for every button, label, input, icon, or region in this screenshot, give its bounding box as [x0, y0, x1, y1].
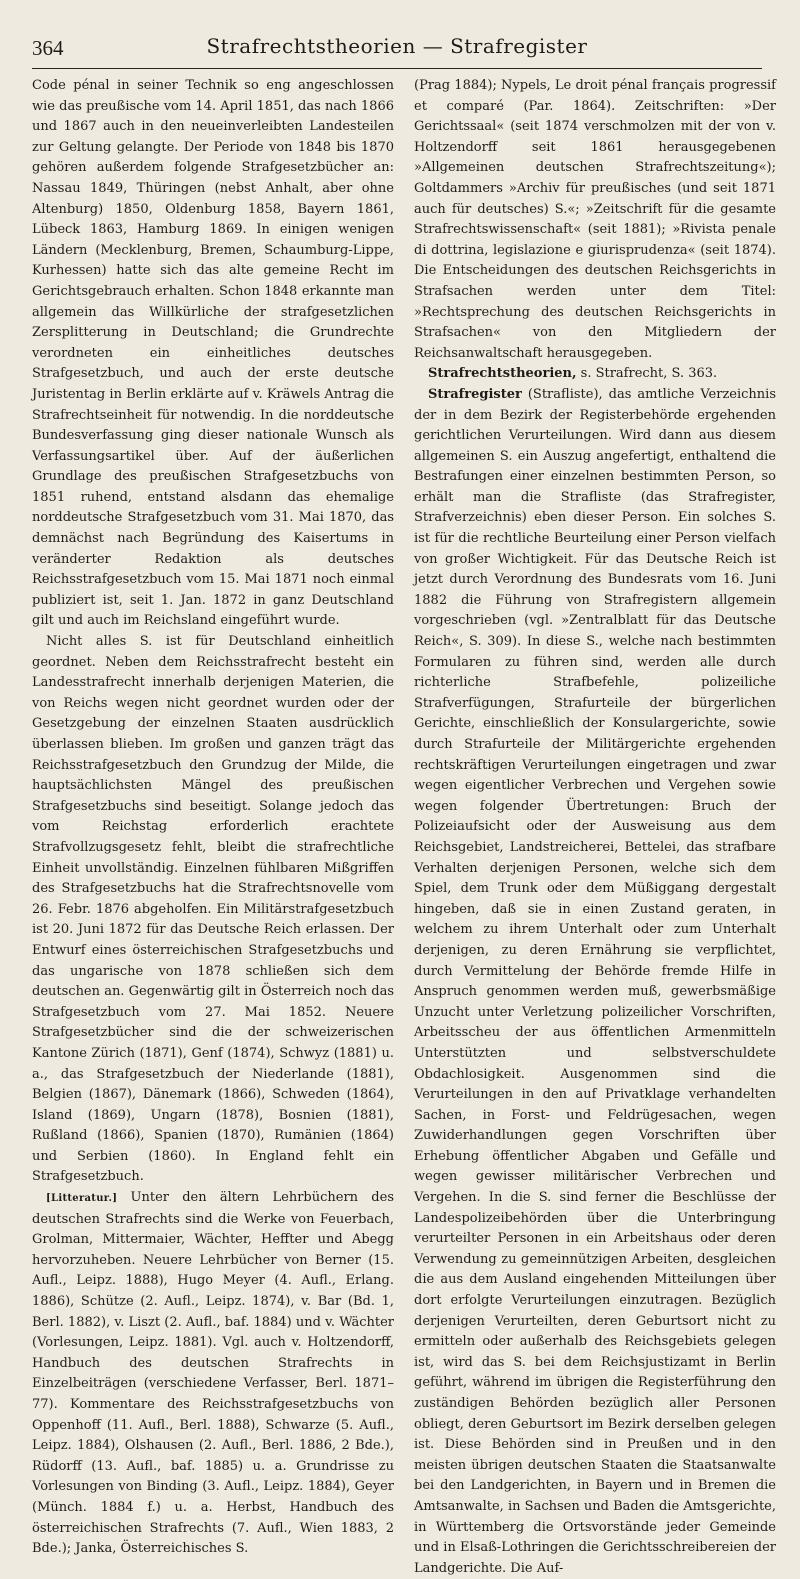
headword-strafrechtstheorien: Strafrechtstheorien, [428, 366, 577, 382]
entry-strafrechtstheorien-text: s. Strafrecht, S. 363. [576, 366, 718, 382]
running-head: Strafrechtstheorien — Strafregister [206, 34, 588, 58]
litteratur-text: Unter den ältern Lehrbüchern des deutschen Strafrechts sind die Werke von Feuerbach, Grolman, Mittermaier, Wächter, Heffter und Abegg hervorzuheben. Neuere Lehrbücher von Berner (15. Aufl., Leipz. 1888), Hugo Meyer (4. Aufl., Erlang. 1886), Schütze (2. Aufl., Leipz. 1874), v. Bar (Bd. 1, Berl. 1882), v. Liszt (2. Aufl., baf. 1884) und v. Wächter (Vorlesungen, Leipz. 1881). Vgl. auch v. Holtzendorff, Handbuch des deutschen Strafrechts in Einzelbeiträgen (verschiedene Verfasser, Berl. 1871–77). Kommentare des Reichsstrafgesetzbuchs von Oppenhoff (11. Aufl., Berl. 1888), Schwarze (5. Aufl., Leipz. 1884), Olshausen (2. Aufl., Berl. 1886, 2 Bde.), Rüdorff (13. Aufl., baf. 1885) u. a. Grundrisse zu Vorlesungen von Binding (3. Aufl., Leipz. 1884), Geyer (Münch. 1884 f.) u. a. Herbst, Handbuch des österreichischen Strafrechts (7. Aufl., Wien 1883, 2 Bde.); Janka, Österreichisches S. [32, 1190, 394, 1557]
page-header [32, 28, 762, 68]
entry-strafregister [414, 385, 776, 1579]
text-columns [32, 76, 776, 1576]
headword-strafregister: Strafregister [428, 386, 522, 402]
left-column [32, 76, 394, 1557]
paragraph-litteratur [32, 1188, 394, 1560]
litteratur-marker: [Litteratur.] [46, 1193, 118, 1205]
entry-strafrechtstheorien [414, 364, 776, 385]
right-column [414, 76, 776, 1576]
entry-strafregister-text: (Strafliste), das amtliche Verzeichnis der in dem Bezirk der Registerbehörde ergehenden gerichtlichen Verurteilungen. Wird dann aus diesem allgemeinen S. ein Auszug angefertigt, enthaltend die Bestrafungen einer einzelnen bestimmten Person, so erhält man die Strafliste (das Strafregister, Strafverzeichnis) eben dieser Person. Ein solches S. ist für die rechtliche Beurteilung einer Person vielfach von großer Wichtigkeit. Für das Deutsche Reich ist jetzt durch Verordnung des Bundesrats vom 16. Juni 1882 die Führung von Strafregistern allgemein vorgeschrieben (vgl. »Zentralblatt für das Deutsche Reich«, S. 309). In diese S., welche nach bestimmten Formularen zu führen sind, werden alle durch richterliche Strafbefehle, polizeiliche Strafverfügungen, Strafurteile der bürgerlichen Gerichte, einschließlich der Konsulargerichte, sowie durch Strafurteile der Militärgerichte ergehenden rechtskräftigen Verurteilungen eingetragen und zwar wegen eigentlicher Verbrechen und Vergehen sowie wegen folgender Übertretungen: Bruch der Polizeiaufsicht oder der Ausweisung aus dem Reichsgebiet, Landstreicherei, Bettelei, das strafbare Verhalten derjenigen Personen, welche sich dem Spiel, dem Trunk oder dem Müßiggang dergestalt hingeben, daß sie in einen Zustand geraten, in welchem zu ihrem Unterhalt oder zum Unterhalt derjenigen, zu deren Ernährung sie verpflichtet, durch Vermittelung der Behörde fremde Hilfe in Anspruch genommen werden muß, gewerbsmäßige Unzucht unter Verletzung polizeilicher Vorschriften, Arbeitsscheu der aus öffentlichen Armenmitteln Unterstützten und selbstverschuldete Obdachlosigkeit. Ausgenommen sind die Verurteilungen in den auf Privatklage verhandelten Sachen, in Forst- und Feldrügesachen, wegen Zuwiderhandlungen gegen Vorschriften über Erhebung öffentlicher Abgaben und Gefälle und wegen gewisser militärischer Verbrechen und Vergehen. In die S. sind ferner die Beschlüsse der Landespolizeibehörden über die Unterbringung verurteilter Personen in ein Arbeitshaus oder deren Verwendung zu gemeinnützigen Arbeiten, desgleichen die aus dem Ausland eingehenden Mitteilungen über dort erfolgte Verurteilungen einzutragen. Bezüglich derjenigen Verurteilten, deren Geburtsort nicht zu ermitteln oder außerhalb des Reichsgebiets gelegen ist, wird das S. bei dem Reichsjustizamt in Berlin geführt, während im übrigen die Registerführung den zuständigen Behörden bezüglich aller Personen obliegt, deren Geburtsort im Bezirk derselben gelegen ist. Diese Behörden sind in Preußen und in den meisten übrigen deutschen Staaten die Staatsanwalte bei den Landgerichten, in Bayern und in Bremen die Amtsanwalte, in Sachsen und Baden die Amtsgerichte, in Württemberg die Ortsvorstände jeder Gemeinde und in Elsaß-Lothringen die Gerichtsschreibereien der Landgerichte. Die Auf- [414, 386, 776, 1576]
paragraph-strafgesetzbuecher: Code pénal in seiner Technik so eng angeschlossen wie das preußische vom 14. April 1851, das nach 1866 und 1867 auch in den neueinverleibten Landesteilen zur Geltung gelangte. Der Periode von 1848 bis 1870 gehören außerdem folgende Strafgesetzbücher an: Nassau 1849, Thüringen (nebst Anhalt, aber ohne Altenburg) 1850, Oldenburg 1858, Bayern 1861, Lübeck 1863, Hamburg 1869. In einigen wenigen Ländern (Mecklenburg, Bremen, Schaumburg-Lippe, Kurhessen) hatte sich das alte gemeine Recht im Gerichtsgebrauch erhalten. Schon 1848 erkannte man allgemein das Willkürliche der strafgesetzlichen Zersplitterung in Deutschland; die Grundrechte verordneten ein einheitliches deutsches Strafgesetzbuch, und auch der erste deutsche Juristentag in Berlin erklärte auf v. Kräwels Antrag die Strafrechtseinheit für notwendig. In die norddeutsche Bundesverfassung ging dieser nationale Wunsch als Verfassungsartikel über. Auf der äußerlichen Grundlage des preußischen Strafgesetzbuchs von 1851 ruhend, entstand alsdann das ehemalige norddeutsche Strafgesetzbuch vom 31. Mai 1870, das demnächst nach Begründung des Kaisertums in veränderter Redaktion als deutsches Reichsstrafgesetzbuch vom 15. Mai 1871 noch einmal publiziert ist, seit 1. Jan. 1872 in ganz Deutschland gilt und auch im Reichsland eingeführt wurde. [32, 78, 394, 629]
paragraph-zeitschriften: (Prag 1884); Nypels, Le droit pénal français progressif et comparé (Par. 1864). Zeitschriften: »Der Gerichtssaal« (seit 1874 verschmolzen mit der von v. Holtzendorff seit 1861 herausgegebenen »Allgemeinen deutschen Strafrechtszeitung«); Goltdammers »Archiv für preußisches (und seit 1871 auch für deutsches) S.«; »Zeitschrift für die gesamte Strafrechtswissenschaft« (seit 1881); »Rivista penale di dottrina, legislazione e giurisprudenza« (seit 1874). Die Entscheidungen des deutschen Reichsgerichts in Strafsachen werden unter dem Titel: »Rechtsprechung des deutschen Reichsgerichts in Strafsachen« von den Mitgliedern der Reichsanwaltschaft herausgegeben. [414, 78, 776, 361]
header-rule [32, 68, 762, 69]
page-number: 364 [32, 36, 64, 60]
paragraph-reichsstrafrecht: Nicht alles S. ist für Deutschland einheitlich geordnet. Neben dem Reichsstrafrecht besteht ein Landesstrafrecht innerhalb derjenigen Materien, die von Reichs wegen nicht geordnet wurden oder der Gesetzgebung der einzelnen Staaten ausdrücklich überlassen blieben. Im großen und ganzen trägt das Reichsstrafgesetzbuch den Grundzug der Milde, die hauptsächlichsten Mängel des preußischen Strafgesetzbuchs sind beseitigt. Solange jedoch das vom Reichstag erforderlich erachtete Strafvollzugsgesetz fehlt, bleibt die strafrechtliche Einheit unvollständig. Einzelnen fühlbaren Mißgriffen des Strafgesetzbuchs hat die Strafrechtsnovelle vom 26. Febr. 1876 abgeholfen. Ein Militärstrafgesetzbuch ist 20. Juni 1872 für das Deutsche Reich erlassen. Der Entwurf eines österreichischen Strafgesetzbuchs und das ungarische von 1878 schließen sich dem deutschen an. Gegenwärtig gilt in Österreich noch das Strafgesetzbuch vom 27. Mai 1852. Neuere Strafgesetzbücher sind die der schweizerischen Kantone Zürich (1871), Genf (1874), Schwyz (1881) u. a., das Strafgesetzbuch der Niederlande (1881), Belgien (1867), Dänemark (1866), Schweden (1864), Island (1869), Ungarn (1878), Bosnien (1881), Rußland (1866), Spanien (1870), Rumänien (1864) und Serbien (1860). In England fehlt ein Strafgesetzbuch. [32, 634, 394, 1185]
